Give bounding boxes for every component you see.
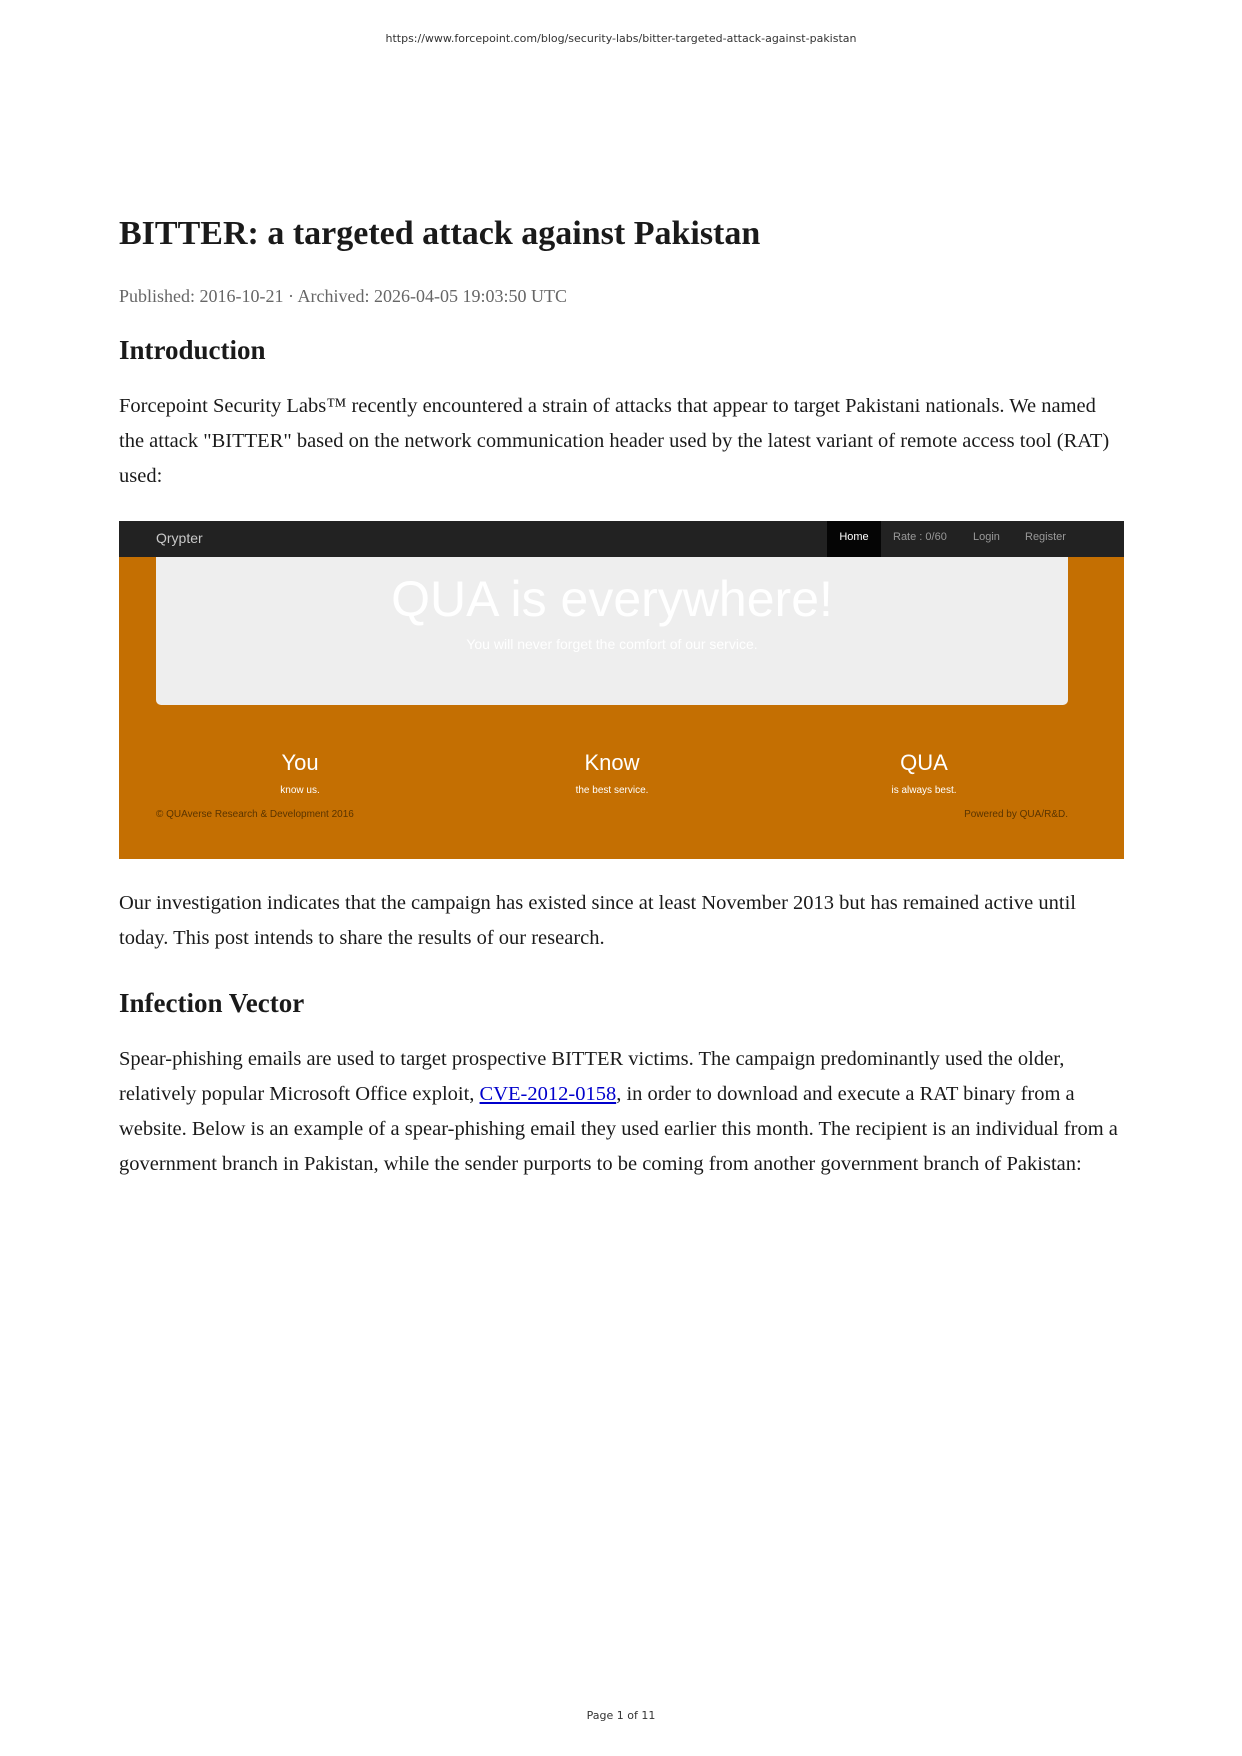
screenshot-nav-login: Login <box>973 531 1000 543</box>
qrypter-screenshot <box>119 521 1124 859</box>
screenshot-footer-right: Powered by QUA/R&D. <box>964 809 1068 820</box>
infection-text-after-link: , in order to download and execute a RAT binary from a website. Below is an example of a spear-phishing email they used earlier this month. The recipient is an individual from a government branch in Pakistan, while the sender purports to be coming from another government branch of Pakistan: <box>119 1083 1118 1175</box>
screenshot-brand: Qrypter <box>156 530 203 546</box>
column-subtitle: know us. <box>280 785 320 796</box>
article-title: BITTER: a targeted attack against Pakistan <box>119 215 761 252</box>
screenshot-nav-home: Home <box>827 521 881 557</box>
infection-heading: Infection Vector <box>119 988 305 1018</box>
column-subtitle: is always best. <box>891 785 957 796</box>
screenshot-nav-register: Register <box>1025 531 1066 543</box>
screenshot-column-you <box>175 749 425 796</box>
column-subtitle: the best service. <box>575 785 649 796</box>
investigation-paragraph: Our investigation indicates that the campaign has existed since at least November 2013 but has remained active until today. This post intends to share the results of our research. <box>119 892 1076 949</box>
cve-2012-0158-link[interactable]: CVE-2012-0158 <box>479 1083 617 1105</box>
infection-paragraph <box>119 1042 1124 1182</box>
screenshot-jumbotron <box>156 557 1068 705</box>
column-title: You <box>281 750 319 775</box>
screenshot-nav-rate: Rate : 0/60 <box>893 531 947 543</box>
page-number: Page 1 of 11 <box>586 1709 656 1722</box>
intro-paragraph: Forcepoint Security Labs™ recently encountered a strain of attacks that appear to target Pakistani nationals. We named the attack "BITTER" based on the network communication header used by the latest variant of remote access tool (RAT) used: <box>119 395 1110 487</box>
header-url: https://www.forcepoint.com/blog/security-labs/bitter-targeted-attack-against-pakistan <box>385 32 857 45</box>
infection-text-before-link: Spear-phishing emails are used to target prospective BITTER victims. The campaign predominantly used the older, relatively popular Microsoft Office exploit, <box>119 1048 1065 1105</box>
column-title: QUA <box>900 750 948 775</box>
article <box>119 210 1124 1182</box>
screenshot-navbar <box>119 521 1124 557</box>
screenshot-footer-left: © QUAverse Research & Development 2016 <box>156 809 354 820</box>
intro-heading: Introduction <box>119 335 266 365</box>
screenshot-column-qua <box>799 749 1049 796</box>
jumbotron-title: QUA is everywhere! <box>391 571 833 627</box>
article-meta: Published: 2016-10-21 · Archived: 2026-04-05 19:03:50 UTC <box>119 286 567 306</box>
screenshot-column-know <box>487 749 737 796</box>
jumbotron-subtitle: You will never forget the comfort of our service. <box>466 636 758 652</box>
column-title: Know <box>584 750 640 775</box>
